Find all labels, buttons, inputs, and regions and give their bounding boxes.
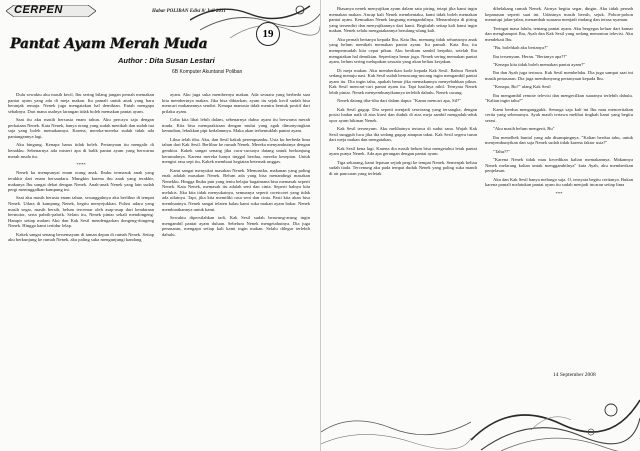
paragraph: Kak Sesil gugup. Dia seperti menjadi seseorang yang tersangka, dengan posisi badan naik di atas kursi dan duduk di atas meja sambil mengaduk-aduk opor ayam bikinan Nenek.: [329, 106, 477, 123]
paragraph: "Karena Nenek tidak mau kecedikan kalian memakannya. Makannya Nenek melarang kalian untuk menggambilnya" kata Ayah, aku memberikan penjelasan.: [485, 157, 633, 174]
paragraph: Aku dan Kak Sesil hanya melongo saja. O, ternyata begitu ceritanya. Bukan karena pamali melainkan pantat ayam itu sudah menjadi incaran setiap lima: [485, 176, 633, 188]
paragraph: Aku bingung. Kenapa harus tidak boleh. Pertanyaan itu mengalir di benakku. Sebenarnya ada misteri apa di balik pantat ayam yang berwarna merah muda itu.: [8, 142, 154, 159]
paragraph: Saat itu aku masih bersusia enam tahun. Aku percaya saja dengan perkataan Nenek. Kata Nenek, hanya orang yang sudah menikah dan sudah tua saja yang boleh memakannya. Karena, mereka-mereka sudah tidak ada pantangannya lagi.: [8, 117, 154, 139]
paragraph: "Kenapa kita tidak boleh memakan pantat ayam?": [493, 61, 586, 67]
left-column-1: [8, 92, 154, 448]
paragraph: Di meja makan. Aku memberikan kode kepada Kak Sesil. Bahwa Nenek sedang menuju nasi. Kak Sesil sudah beruncang-uncang ingin mengambil pantat ayam itu. Dia ingin tahu, apakah benar jika memakannya menyebabkan pikun. Kak Sesil mencari-cari pantat ayam itu. Tapi hasilnya nihil. Ternyata Nenek lebih pintar. Nenek menyembunyikannya terlebih dahulu. Nenek curang.: [329, 67, 477, 95]
paragraph: Kakek sangat senang bersemayam di taman depan di rumah Nenek. Setiap aku berkunjung ke rumah Nenek, aku paling suka mengunjungi kandang: [8, 231, 154, 243]
paragraph: Sewaktu dipersilahkan tadi, Kak Sesil sudah berurung-arung ingin mengambil pantat ayam duluan. Sebelum Nenek mengetahuinya. Dia juga penasaran, mengapa setiap kali kami ingin makan. Selalu dilegur terlebih dahulu.: [162, 215, 310, 237]
paragraph: Biasanya nenek menyajikan ayam dalam satu piring, tetapi jika kami ingin memakan makan. Ancap kali Nenek membentaku, kami tidak boleh memakan pantat ayam. Kemudian Nenek langsung menganbilnya. Menaruhnya di piring yang tersendiri dan menyajikannya dari kami. Begitulah setiap kali kami ingin makan. Nenek selalu mengatakannya berulang-ulang kali.: [329, 6, 477, 34]
paragraph: "Kenapa, Bu?" ulang Kak Sesil: [493, 84, 551, 90]
paragraph: "Aku masih belum mengerti, Bu": [493, 126, 555, 132]
story-title: Pantat Ayam Merah Muda: [10, 36, 208, 52]
paragraph: Libur telah tiba. Aku, dan Sesil kakak perempuanku. Usia ku berbeda lima tahun dari Kak Sesil. Berlibur ke rumah Nenek. Mereka menyambutnya dengan gembira. Kakek sangat senang jika cucu-cucunya datang untuk berkunjung kerumahnya. Karena mereka hanya tinggal berdua, mereka kesepian. Untuk mengisi rasa sepi itu, Kakek membuat kegiatan beternak unggas.: [162, 136, 310, 165]
paragraph: Nenek datang tiba-tiba dari dalam dapur. "Kamu mencari apa, Sil?": [337, 98, 462, 104]
paragraph: Nenek ku mempunyai enam orang anak. Ibuku termasuk anak yang terakhir dari enam bersaudara. Mungkin karena ibu anak yang terakhir, makanya Ibu sangat dekat dengan Nenek. Anak-anak Nenek yang lain sudah pergi meninggalkan kampung ini.: [8, 170, 154, 193]
section-break: ****: [76, 161, 86, 167]
right-column-2: [485, 6, 633, 358]
paragraph: Ibu tersenyum. Heran. "Bertanya apa??": [493, 53, 568, 59]
paragraph: "Tahu??": [493, 148, 510, 154]
story-author: Author : Dita Susan Lestari: [118, 56, 215, 65]
paragraph: Tiga sekarang, kami lepasan sejiah pergi ke tempat Nenek. Semenjak beliau sudah tiada. Tercenung aku pada tempat duduk Nenek yang paling suka mandi di air pancuran yang terletak: [329, 159, 477, 177]
paragraph: dibelakang rumah Nenek. Airnya begitu segar, dingin. Aku tidak pernah kepanasan seperti saat ini. Udaranya masih bersih, sejuk. Pohon-pohon menutupi jalan-jalan, menambah suasana menjadi rindang dan terasa nyaman.: [485, 6, 633, 23]
paragraph: Teringat masa lalulu, tentang pantat ayam. Aku bergegas keluar dari kamar dan menghampiri Ibu, Ayah dan Kak Sesil yang sedang menonton televisi. Aku mendekati Ibu.: [485, 25, 633, 42]
paragraph: Ibu menelhek buntal yang ada disampingnya. "Kalian berdua tahu, untuk menyembunyikan dan saja Nenek sudah tidak karena faktor usia?": [485, 134, 633, 146]
paragraph: Kak Sesil kena lagi. Karena dia masih belum bisa mengetahui letak pantat ayam punya Nenek. Ada apa gerangan dengan pantat ayam.: [329, 145, 477, 157]
paragraph: Coba kita lihat lebih dalam, sebenarnya dubur ayam itu berwarna merah muda. Kita bisa memprakiraan dengan mulut yang agak dimonyongkan kemudian, lekukkan pipi kedalamnya. Maka akan terbentuklah pantat ayam.: [162, 117, 310, 134]
paragraph: Ibu dan Ayah juga tertawa. Kak Sesil membelaku. Dia juga sampai saat ini masih penasaran. Dia juga membonyong pertanyaan kepada Ibu.: [485, 70, 633, 81]
paragraph: "Bu, bolehkah aku bertanya?": [493, 45, 549, 51]
paragraph: Ibu mengambil remote televisi dan mengecilkan suaranya terlebih dahulu. "Kalian ingin tahu?": [485, 92, 633, 104]
paragraph: Dulu sewaktu aku masih kecil, Ibu sering bilang jangan pernah memakan pantat ayam yang ada di meja makan. Itu pamali untuk anak yang baru beranjak remaja. Nenek juga mengatakan hal demikian. Entah mengapa sebabnya. Dari mana asalnya larangan tidak boleh memakan pantat ayam.: [8, 92, 154, 114]
issue-info: Habar POLIBAN Edisi 8/ Juli 2011: [152, 9, 226, 14]
paragraph: Aku pernah bertanya kepada Ibu. Kata Ibu, memang tidak seharusnya anak yang belum menikah memakan pantat ayam. Itu pamali. Kata Ibu, itu mempermudah kita cepat pikun. Aku berdiam sambil berpikir, setelah Ibu mengatakan hal demikian. Sepertinya benar juga. Nenek sering memakan pantat ayam, belum sering melupakan sesuatu yang akan beliau kerjakan.: [329, 36, 477, 65]
paragraph: Saat aku masih berusia enam tahun, sesungguhnya aku berlibur di tempat Nenek. Udara di kampung Nenek, begitu menyejukkan. Polusi udara yang masih segar, masih bersih, belum tercemar oleh asap-asap dari kendaraan bermotor, serta pabrik-pabrik. Selain itu, Nenek pintar sekali mendongeng. Hampir setiap malam Aku dan Kak Sesil mendengarkan dongeng-dongeng Nenek. Hingga kami tertidur lelap.: [8, 195, 154, 229]
swirl-ornament-icon: [190, 0, 320, 40]
paragraph: ayam. Aku juga suka membernya makan. Ada sesuatu yang berbeda saat kita memberinya makan. Jika bisa dibiarkan, ayam itu sejak kecil sudah bisa mencari makanannya sendiri. Kenapa manusia tidak meniru bentuk positif dari prilaku ayam.: [162, 92, 310, 114]
swirl-ornament-icon: [471, 380, 640, 451]
story-date: 14 September 2008: [553, 372, 596, 378]
left-column-2: [162, 92, 310, 448]
right-column-1: [329, 6, 477, 448]
paragraph: Kami berdua menganggukk. Semoga saja kali ini Ibu mau menceritakan cerita yang sebenarnya. Ayah masih tertawa melihat tingkah kami yang begitu serasi.: [485, 106, 633, 123]
paragraph: Kami sangat menyukai masakan Nenek. Menurutku, makanan yang paling enak adalah masakan Nenek. Belum ada yang bisa menandingi masakan Nenekku. Hingga Ibuku pun yang tentu belajar bagaimana bisa memasak seperti Nenek. Kata Nenek, memasak itu adalah seni dan cinta. Seperti halnya kita melukis. Jika kita tidak menyukainya, semuanya seperti coretcoret yang tidak ada nilainya. Tapi, jika kita memiliki rasa seni dan cinta. Pasti kita akan bisa membuatnya. Nenek sangat telaten kalau kami suka makan ayam bakar. Nenek membuatkannya untuk kami.: [162, 167, 310, 212]
paragraph: Kak Sesil tersenyum. Aku melihatnya tertawa di sudut sana. Wajah Kak Sesil sungguh lucu jika dia sedang gugup ataupun takut. Kak Sesil segera turun dari meja makan dan mengatakan,: [329, 126, 477, 143]
page-number: 19: [256, 22, 280, 46]
swirl-ornament-icon: [321, 392, 471, 451]
end-mark: ***: [555, 190, 563, 196]
section-label: CERPEN: [14, 4, 63, 16]
right-page: [321, 0, 640, 451]
author-affiliation: 6B Komputer Akuntansi Poliban: [172, 69, 243, 75]
